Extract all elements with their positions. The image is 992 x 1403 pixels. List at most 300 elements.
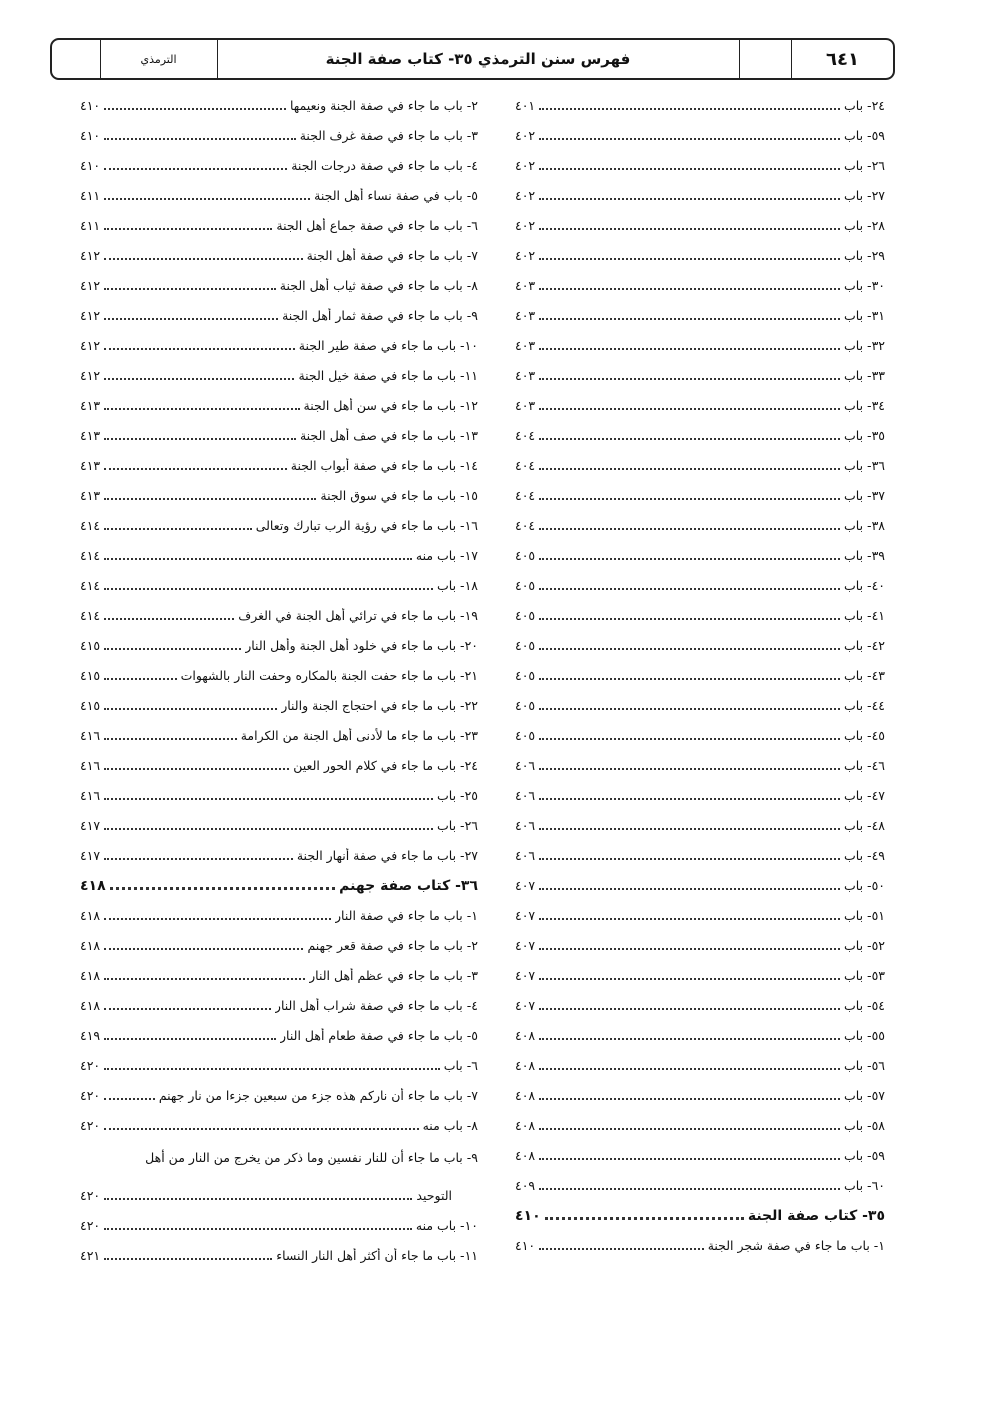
- toc-entry: [80, 750, 478, 774]
- entry-label: ١١- باب ما جاء في صفة خيل الجنة: [298, 368, 478, 383]
- leader-dots: [104, 227, 272, 230]
- entry-label: ١٠- باب ما جاء في صفة طير الجنة: [298, 338, 478, 353]
- toc-entry: [80, 720, 478, 744]
- entry-page: ٤٠٥: [515, 608, 536, 623]
- toc-entry: [515, 630, 885, 654]
- leader-dots: [104, 947, 303, 950]
- toc-entry: [80, 510, 478, 534]
- entry-label: ٤١- باب: [844, 608, 885, 623]
- toc-entry: [515, 810, 885, 834]
- chapter-heading: [515, 1200, 885, 1224]
- leader-dots: [539, 107, 840, 110]
- entry-label: ٤٦- باب: [844, 758, 885, 773]
- leader-dots: [104, 737, 237, 740]
- leader-dots: [539, 167, 840, 170]
- entry-label: ٥٩- باب: [844, 128, 885, 143]
- entry-page: ٤١٤: [80, 578, 101, 593]
- leader-dots: [539, 917, 840, 920]
- chapter-heading: [80, 870, 478, 894]
- toc-entry: [80, 1020, 478, 1044]
- entry-label: ٥٦- باب: [844, 1058, 885, 1073]
- toc-entry: [80, 120, 478, 144]
- entry-page: ٤٠٧: [515, 938, 536, 953]
- entry-page: ٤١٣: [80, 428, 101, 443]
- header-empty-cell: [52, 40, 100, 78]
- entry-page: ٤٠٦: [515, 758, 536, 773]
- entry-page: ٤١٦: [80, 788, 101, 803]
- leader-dots: [539, 737, 840, 740]
- entry-label: ٤٢- باب: [844, 638, 885, 653]
- toc-entry: [515, 330, 885, 354]
- entry-page: ٤١٩: [80, 1028, 101, 1043]
- entry-label: ٢٧- باب: [844, 188, 885, 203]
- toc-entry: [80, 540, 478, 564]
- leader-dots: [104, 257, 302, 260]
- leader-dots: [539, 1247, 704, 1250]
- leader-dots: [539, 797, 840, 800]
- entry-label: ٢- باب ما جاء في صفة قعر جهنم: [307, 938, 478, 953]
- leader-dots: [104, 1197, 412, 1200]
- toc-entry: [80, 900, 478, 924]
- entry-label: ٤٤- باب: [844, 698, 885, 713]
- entry-label: ٣٤- باب: [844, 398, 885, 413]
- entry-label: ٢٤- باب: [844, 98, 885, 113]
- entry-page: ٤١٢: [80, 308, 101, 323]
- leader-dots: [104, 317, 278, 320]
- leader-dots: [539, 647, 840, 650]
- toc-entry: [515, 210, 885, 234]
- leader-dots: [539, 1157, 840, 1160]
- toc-entry: [515, 1140, 885, 1164]
- toc-entry: [80, 180, 478, 204]
- entry-page: ٤١٤: [80, 518, 101, 533]
- entry-label: ٣- باب ما جاء في عظم أهل النار: [309, 968, 478, 983]
- toc-entry: [515, 900, 885, 924]
- toc-entry: [515, 360, 885, 384]
- leader-dots: [104, 797, 433, 800]
- entry-label: ١- باب ما جاء في صفة شجر الجنة: [707, 1238, 885, 1253]
- entry-label: ١٠- باب منه: [415, 1218, 478, 1233]
- toc-entry: [80, 660, 478, 684]
- entry-label: ٢٣- باب ما جاء ما لأدنى أهل الجنة من الكرامة: [240, 728, 478, 743]
- toc-entry: [515, 840, 885, 864]
- entry-page: ٤١٥: [80, 668, 101, 683]
- entry-page: ٤١٠: [515, 1238, 536, 1253]
- entry-label: ٥٤- باب: [844, 998, 885, 1013]
- entry-page: ٤١٥: [80, 638, 101, 653]
- leader-dots: [104, 107, 286, 110]
- leader-dots: [104, 1227, 412, 1230]
- entry-page: ٤٠٩: [515, 1178, 536, 1193]
- leader-dots: [539, 947, 840, 950]
- leader-dots: [104, 1127, 418, 1130]
- entry-label: ١٣- باب ما جاء في صف أهل الجنة: [299, 428, 478, 443]
- entry-label: ٦- باب: [443, 1058, 478, 1073]
- leader-dots: [539, 1187, 840, 1190]
- entry-page: ٤١٢: [80, 338, 101, 353]
- entry-label: ٣٦- كتاب صفة جهنم: [339, 878, 478, 894]
- entry-label: ٥٠- باب: [844, 878, 885, 893]
- leader-dots: [539, 347, 840, 350]
- leader-dots: [104, 1067, 440, 1070]
- entry-page: ٤٠٨: [515, 1028, 536, 1043]
- toc-entry: [80, 840, 478, 864]
- toc-entry: [515, 180, 885, 204]
- entry-label: ٥٨- باب: [844, 1118, 885, 1133]
- entry-label: ٤٥- باب: [844, 728, 885, 743]
- entry-page: ٤٢٠: [80, 1088, 101, 1103]
- entry-page: ٤٠٨: [515, 1058, 536, 1073]
- entry-page: ٤٠٣: [515, 308, 536, 323]
- toc-entry: [80, 210, 478, 234]
- toc-entry: [515, 450, 885, 474]
- leader-dots: [539, 707, 840, 710]
- entry-label: ٥٩- باب: [844, 1148, 885, 1163]
- entry-label: ٤٨- باب: [844, 818, 885, 833]
- entry-label: ٣٠- باب: [844, 278, 885, 293]
- entry-label: ١٩- باب ما جاء في ترائي أهل الجنة في الغرف: [238, 608, 478, 623]
- toc-entry: [515, 120, 885, 144]
- entry-page: ٤٠٥: [515, 548, 536, 563]
- toc-entry: [515, 1110, 885, 1134]
- leader-dots: [539, 407, 840, 410]
- entry-label: ٧- باب ما جاء أن ناركم هذه جزء من سبعين جزءا من نار جهنم: [158, 1088, 478, 1103]
- leader-dots: [539, 317, 840, 320]
- entry-label: ٢٠- باب ما جاء في خلود أهل الجنة وأهل النار: [245, 638, 478, 653]
- toc-entry: [80, 1080, 478, 1104]
- page-number: ٦٤١: [826, 48, 859, 70]
- entry-page: ٤٠٥: [515, 728, 536, 743]
- entry-page: ٤٠٦: [515, 818, 536, 833]
- toc-entry: [515, 960, 885, 984]
- entry-page: ٤٠٣: [515, 278, 536, 293]
- leader-dots: [539, 467, 840, 470]
- toc-entry: [515, 480, 885, 504]
- toc-entry: [515, 1020, 885, 1044]
- toc-entry: [515, 90, 885, 114]
- entry-page: ٤٠٥: [515, 578, 536, 593]
- leader-dots: [539, 227, 840, 230]
- entry-label: ٣٩- باب: [844, 548, 885, 563]
- entry-page: ٤١٤: [80, 608, 101, 623]
- toc-entry: [80, 1240, 478, 1264]
- entry-page: ٤١٢: [80, 248, 101, 263]
- entry-page: ٤٢٠: [80, 1188, 101, 1203]
- leader-dots: [104, 167, 287, 170]
- entry-page: ٤١٨: [80, 968, 101, 983]
- leader-dots: [104, 197, 310, 200]
- entry-label: ٣٨- باب: [844, 518, 885, 533]
- entry-page: ٤١٢: [80, 368, 101, 383]
- leader-dots: [104, 647, 241, 650]
- entry-label: ٥- باب في صفة نساء أهل الجنة: [314, 188, 478, 203]
- entry-label: ٢٤- باب ما جاء في كلام الحور العين: [293, 758, 478, 773]
- toc-entry: [515, 1080, 885, 1104]
- toc-entry: [515, 240, 885, 264]
- leader-dots: [110, 886, 336, 890]
- leader-dots: [104, 617, 234, 620]
- leader-dots: [104, 347, 295, 350]
- toc-entry: [80, 600, 478, 624]
- toc-entry: [80, 990, 478, 1014]
- leader-dots: [104, 1097, 155, 1100]
- entry-label: ٢٢- باب ما جاء في احتجاج الجنة والنار: [281, 698, 478, 713]
- leader-dots: [104, 137, 296, 140]
- leader-dots: [539, 1067, 840, 1070]
- entry-page: ٤١٨: [80, 938, 101, 953]
- toc-entry: [515, 600, 885, 624]
- leader-dots: [539, 137, 840, 140]
- toc-entry: [80, 1110, 478, 1134]
- entry-page: ٤١٨: [80, 908, 101, 923]
- toc-entry: [515, 780, 885, 804]
- entry-label: ١١- باب ما جاء أن أكثر أهل النار النساء: [276, 1248, 478, 1263]
- entry-page: ٤٠٢: [515, 158, 536, 173]
- leader-dots: [104, 677, 176, 680]
- entry-page: ٤١٨: [80, 998, 101, 1013]
- toc-entry: [515, 390, 885, 414]
- leader-dots: [539, 1097, 840, 1100]
- toc-entry: [80, 240, 478, 264]
- entry-label: ٣٧- باب: [844, 488, 885, 503]
- entry-label: ٢٥- باب: [437, 788, 478, 803]
- entry-page: ٤١٣: [80, 488, 101, 503]
- leader-dots: [539, 977, 840, 980]
- entry-label: ٥٧- باب: [844, 1088, 885, 1103]
- entry-page: ٤١٥: [80, 698, 101, 713]
- toc-entry: [515, 510, 885, 534]
- leader-dots: [104, 407, 299, 410]
- leader-dots: [539, 617, 840, 620]
- entry-page: ٤١٢: [80, 278, 101, 293]
- entry-page: ٤٢٠: [80, 1118, 101, 1133]
- entry-page: ٤١٠: [80, 158, 101, 173]
- entry-page: ٤١٧: [80, 818, 101, 833]
- entry-label: ٤- باب ما جاء في صفة شراب أهل النار: [274, 998, 478, 1013]
- leader-dots: [104, 377, 294, 380]
- toc-entry: [515, 1050, 885, 1074]
- toc-entry: [80, 330, 478, 354]
- toc-entry: [80, 480, 478, 504]
- entry-label: ٢٧- باب ما جاء في صفة أنهار الجنة: [296, 848, 478, 863]
- leader-dots: [539, 1037, 840, 1040]
- leader-dots: [104, 977, 305, 980]
- toc-entry: [515, 690, 885, 714]
- leader-dots: [104, 557, 412, 560]
- leader-dots: [539, 377, 840, 380]
- entry-page: ٤٠٢: [515, 128, 536, 143]
- entry-label: ٢٩- باب: [844, 248, 885, 263]
- toc-entry: [515, 1230, 885, 1254]
- entry-page: ٤٠١: [515, 98, 536, 113]
- toc-entry: [515, 420, 885, 444]
- entry-page: ٤٠٧: [515, 968, 536, 983]
- entry-label: ٢٦- باب: [844, 158, 885, 173]
- toc-entry: [80, 90, 478, 114]
- leader-dots: [104, 437, 296, 440]
- toc-entry: [515, 300, 885, 324]
- entry-label: ١٥- باب ما جاء في سوق الجنة: [320, 488, 478, 503]
- toc-entry: [515, 720, 885, 744]
- toc-entry: [515, 570, 885, 594]
- entry-page: ٤٠٧: [515, 998, 536, 1013]
- entry-page: ٤١٣: [80, 458, 101, 473]
- entry-page: ٤٠٤: [515, 428, 536, 443]
- entry-page: ٤١٠: [80, 128, 101, 143]
- entry-page: ٤٠٧: [515, 878, 536, 893]
- toc-entry-continuation: [80, 1180, 478, 1204]
- entry-label: ٥٥- باب: [844, 1028, 885, 1043]
- leader-dots: [539, 1127, 840, 1130]
- entry-page: ٤١٤: [80, 548, 101, 563]
- toc-entry: [80, 450, 478, 474]
- leader-dots: [104, 767, 289, 770]
- entry-label: ٣- باب ما جاء في صفة غرف الجنة: [299, 128, 478, 143]
- entry-page: ٤١٣: [80, 398, 101, 413]
- entry-label: ٣٥- كتاب صفة الجنة: [747, 1208, 885, 1224]
- header-title: فهرس سنن الترمذي ٣٥- كتاب صفة الجنة: [325, 50, 631, 68]
- toc-entry: [80, 960, 478, 984]
- entry-label: ٣٥- باب: [844, 428, 885, 443]
- entry-page: ٤١٦: [80, 758, 101, 773]
- entry-page: ٤٠٢: [515, 188, 536, 203]
- leader-dots: [539, 287, 840, 290]
- toc-entry: [80, 420, 478, 444]
- toc-entry: [515, 930, 885, 954]
- entry-label: ٨- باب ما جاء في صفة ثياب أهل الجنة: [279, 278, 478, 293]
- entry-page: ٤٠٨: [515, 1148, 536, 1163]
- entry-page: ٤١١: [80, 218, 101, 233]
- entry-label: ٣٦- باب: [844, 458, 885, 473]
- leader-dots: [545, 1216, 744, 1220]
- entry-label: ٤٠- باب: [844, 578, 885, 593]
- toc-entry: [80, 810, 478, 834]
- entry-label: ٦٠- باب: [844, 1178, 885, 1193]
- entry-page: ٤٠٥: [515, 698, 536, 713]
- toc-entry-first-line: ٩- باب ما جاء أن للنار نفسين وما ذكر من يخرج من النار من أهل: [145, 1150, 478, 1165]
- entry-page: ٤٠٤: [515, 458, 536, 473]
- toc-entry: [80, 690, 478, 714]
- leader-dots: [539, 587, 840, 590]
- entry-label: ٢١- باب ما جاء حفت الجنة بالمكاره وحفت النار بالشهوات: [180, 668, 478, 683]
- entry-page: ٤٠٣: [515, 338, 536, 353]
- leader-dots: [539, 527, 840, 530]
- leader-dots: [104, 287, 276, 290]
- leader-dots: [104, 707, 277, 710]
- entry-label: ٩- باب ما جاء في صفة ثمار أهل الجنة: [282, 308, 478, 323]
- entry-label: ٤٩- باب: [844, 848, 885, 863]
- entry-label: ١٦- باب ما جاء في رؤية الرب تبارك وتعالى: [255, 518, 478, 533]
- toc-entry: [515, 870, 885, 894]
- entry-page: ٤٠٦: [515, 788, 536, 803]
- entry-label: ٢٨- باب: [844, 218, 885, 233]
- entry-label: ٢٦- باب: [437, 818, 478, 833]
- leader-dots: [104, 917, 331, 920]
- entry-page: ٤٠٥: [515, 668, 536, 683]
- leader-dots: [539, 497, 840, 500]
- toc-entry: [515, 540, 885, 564]
- entry-page: ٤٢٠: [80, 1058, 101, 1073]
- entry-label: ١- باب ما جاء في صفة النار: [335, 908, 478, 923]
- toc-entry: [80, 1210, 478, 1234]
- entry-page: ٤٠٣: [515, 398, 536, 413]
- page-header: [50, 38, 895, 80]
- entry-page: ٤١٠: [80, 98, 101, 113]
- entry-page: ٤١٧: [80, 848, 101, 863]
- entry-label: ٥- باب ما جاء في صفة طعام أهل النار: [280, 1028, 478, 1043]
- toc-entry: [80, 1050, 478, 1074]
- leader-dots: [104, 587, 433, 590]
- header-short-title: الترمذي: [140, 52, 177, 66]
- leader-dots: [104, 497, 316, 500]
- entry-page: ٤٠٧: [515, 908, 536, 923]
- entry-page: ٤٠٤: [515, 488, 536, 503]
- entry-label: ٨- باب منه: [422, 1118, 478, 1133]
- toc-entry: [80, 780, 478, 804]
- toc-entry: [80, 360, 478, 384]
- entry-label: ٤٧- باب: [844, 788, 885, 803]
- toc-entry: [515, 750, 885, 774]
- entry-page: ٤٠٢: [515, 248, 536, 263]
- entry-label: ٣٣- باب: [844, 368, 885, 383]
- entry-page: ٤١١: [80, 188, 101, 203]
- entry-page: ٤٠٦: [515, 848, 536, 863]
- toc-entry: [80, 390, 478, 414]
- entry-page: ٤١٦: [80, 728, 101, 743]
- toc-entry: [80, 270, 478, 294]
- leader-dots: [539, 677, 840, 680]
- leader-dots: [104, 527, 252, 530]
- entry-label: ٣١- باب: [844, 308, 885, 323]
- leader-dots: [539, 827, 840, 830]
- entry-page: ٤٠٨: [515, 1088, 536, 1103]
- entry-page: ٤١٨: [80, 878, 106, 894]
- entry-page: ٤١٠: [515, 1208, 541, 1224]
- leader-dots: [104, 467, 287, 470]
- leader-dots: [104, 1007, 271, 1010]
- toc-entry: [515, 990, 885, 1014]
- toc-entry: [515, 270, 885, 294]
- entry-label: ٥١- باب: [844, 908, 885, 923]
- entry-page: ٤٠٨: [515, 1118, 536, 1133]
- toc-entry: [80, 630, 478, 654]
- entry-label: ٢- باب ما جاء في صفة الجنة ونعيمها: [290, 98, 478, 113]
- entry-label: التوحيد: [416, 1188, 452, 1203]
- leader-dots: [539, 857, 840, 860]
- leader-dots: [539, 1007, 840, 1010]
- header-empty-cell: [740, 40, 790, 78]
- leader-dots: [539, 257, 840, 260]
- leader-dots: [539, 197, 840, 200]
- entry-label: ٦- باب ما جاء في صفة جماع أهل الجنة: [276, 218, 478, 233]
- toc-entry: [80, 300, 478, 324]
- entry-label: ٣٢- باب: [844, 338, 885, 353]
- toc-entry: [515, 150, 885, 174]
- entry-page: ٤٢٠: [80, 1218, 101, 1233]
- leader-dots: [104, 1257, 272, 1260]
- leader-dots: [539, 887, 840, 890]
- entry-page: ٤٠٥: [515, 638, 536, 653]
- entry-label: ٥٢- باب: [844, 938, 885, 953]
- entry-label: ١٧- باب منه: [415, 548, 478, 563]
- entry-page: ٤٢١: [80, 1248, 101, 1263]
- leader-dots: [539, 767, 840, 770]
- toc-entry: [515, 660, 885, 684]
- entry-label: ١٤- باب ما جاء في صفة أبواب الجنة: [290, 458, 478, 473]
- entry-page: ٤٠٣: [515, 368, 536, 383]
- leader-dots: [539, 557, 840, 560]
- toc-entry: [80, 930, 478, 954]
